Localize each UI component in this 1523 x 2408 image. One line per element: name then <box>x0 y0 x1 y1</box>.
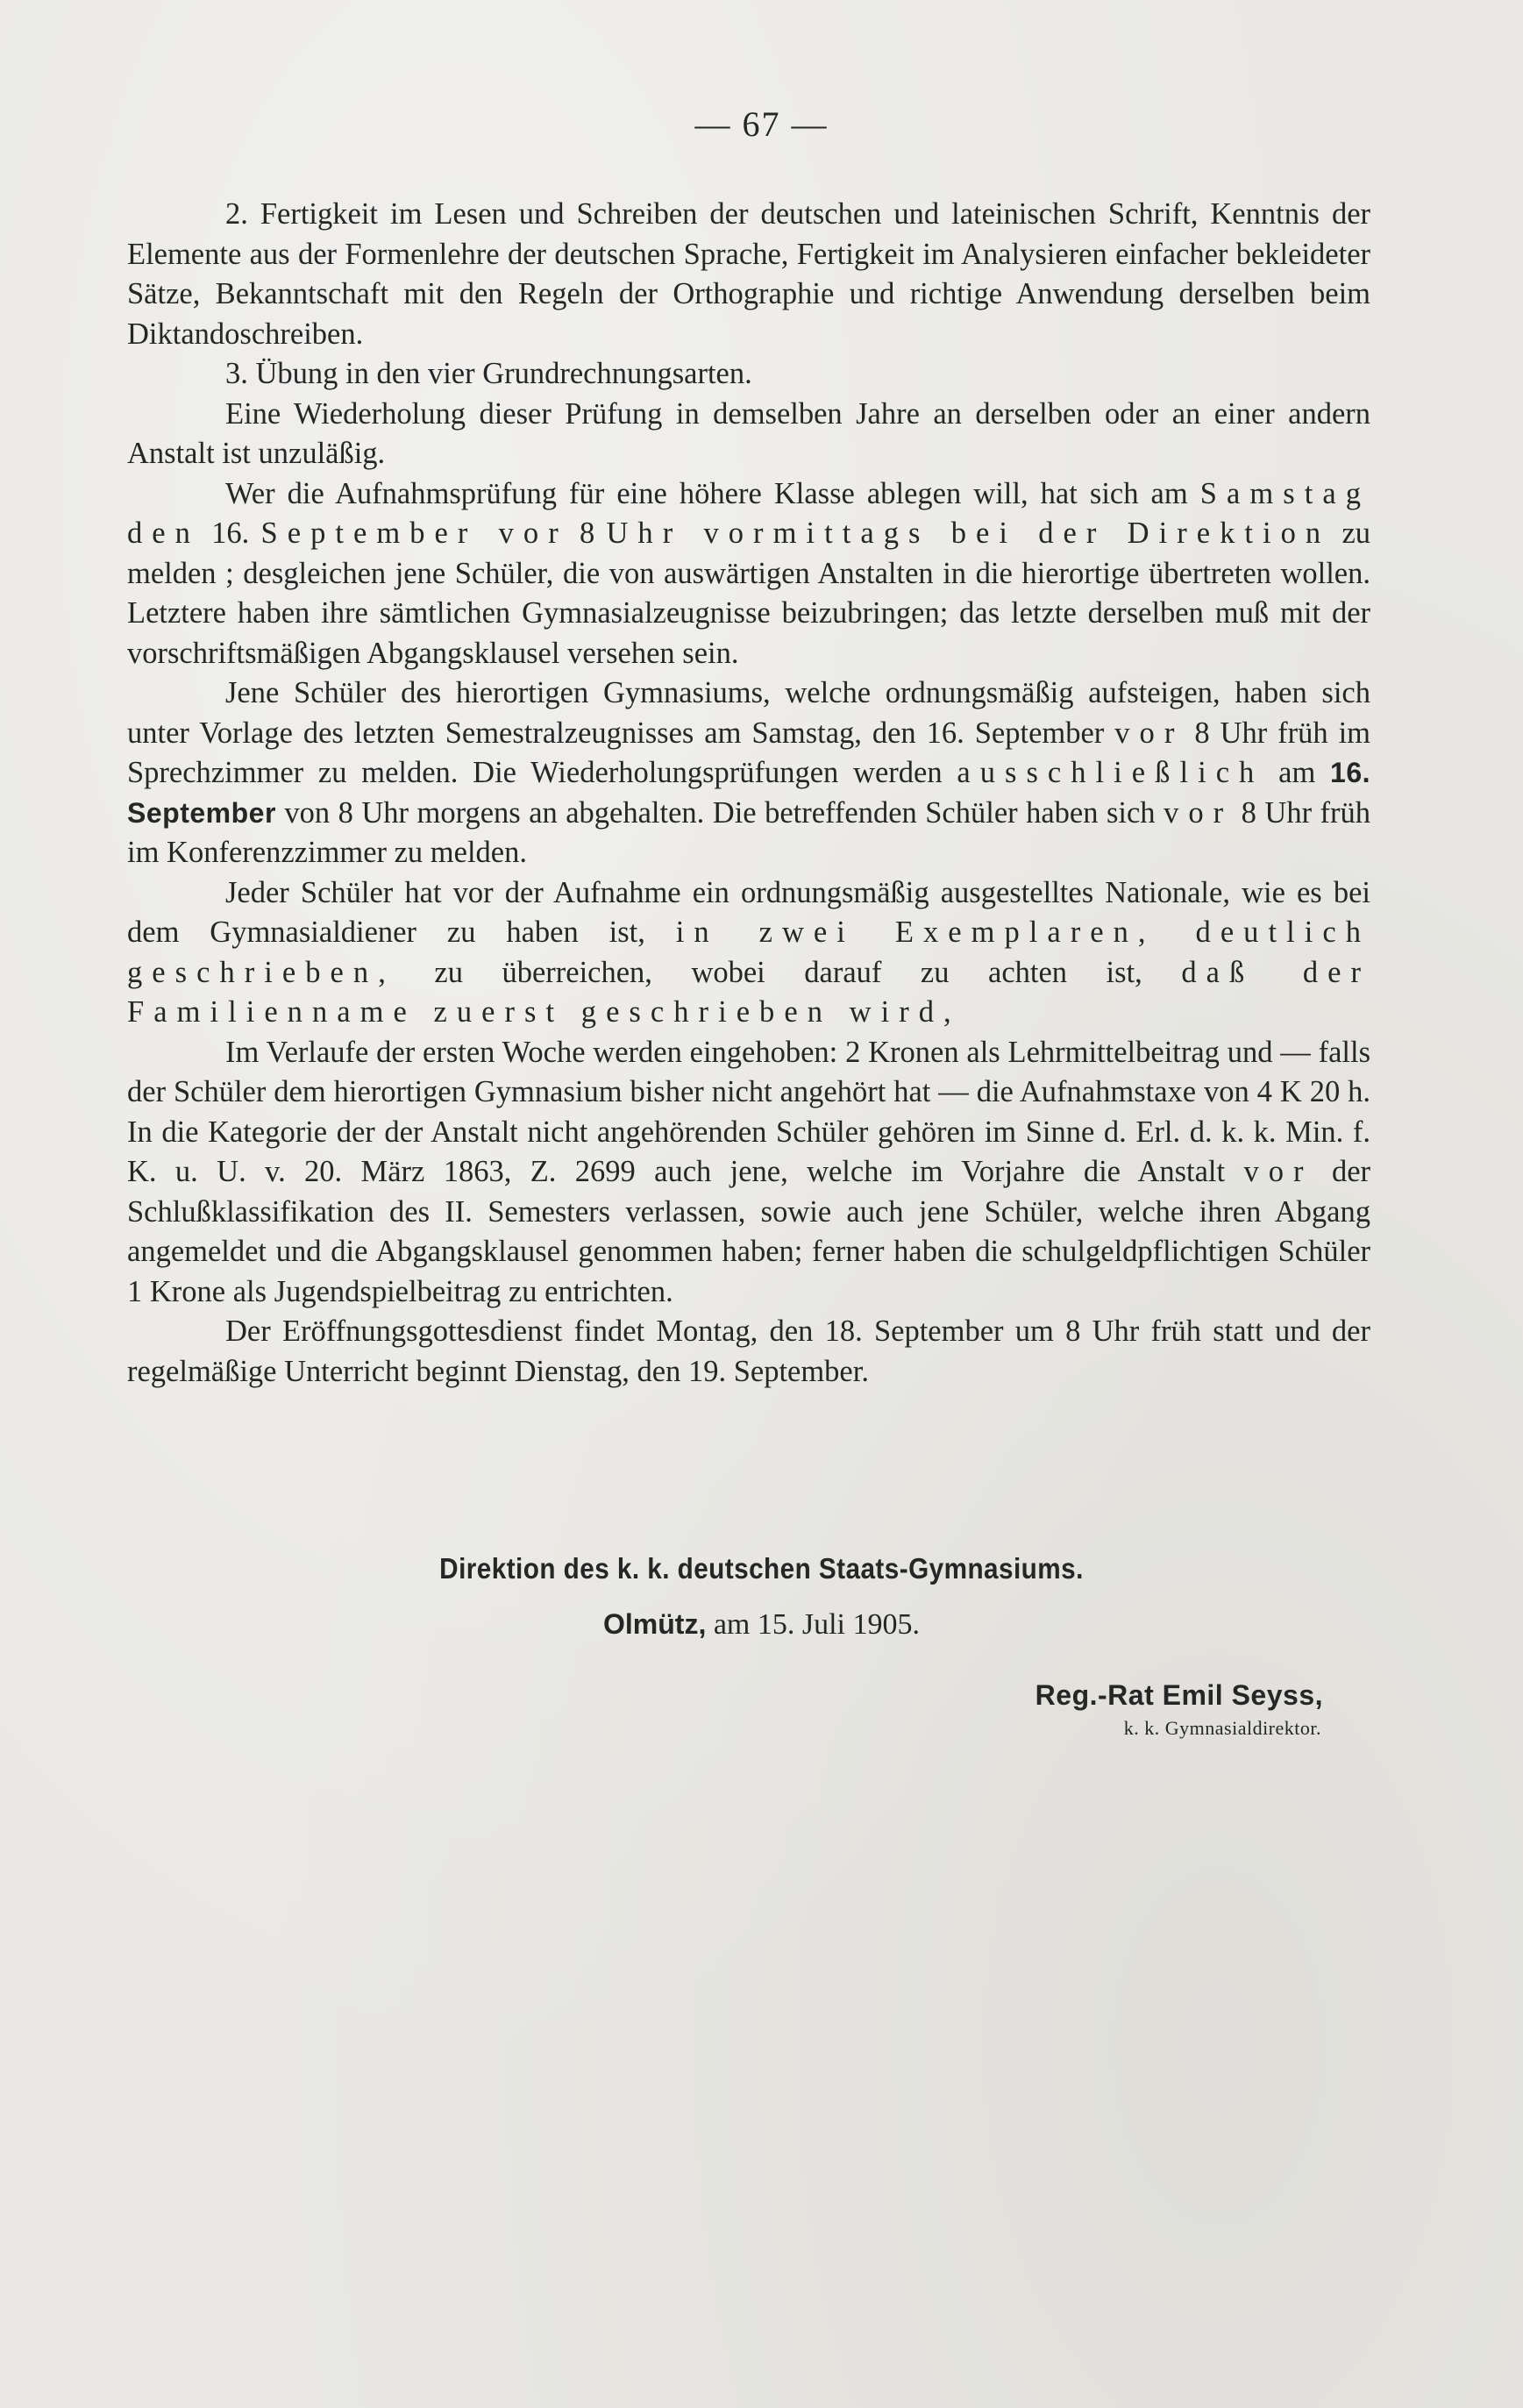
paragraph-repetition: Eine Wiederholung dieser Prüfung in demselben Jahre an derselben oder an einer andern Anstalt ist unzuläßig. <box>127 396 1370 470</box>
signatory-name: Reg.-Rat Emil Seyss, <box>1035 1679 1323 1711</box>
emphasis-vor: vor <box>1114 716 1185 750</box>
signatory-title: k. k. Gymnasialdirektor. <box>1123 1717 1321 1739</box>
emphasis-direktion: Uhr vormittags bei der Direktion <box>606 517 1331 550</box>
emphasis-ausschliesslich: ausschließlich <box>957 756 1264 789</box>
emphasis-two-copies: in zwei Exemplaren, deutlich geschrieben, <box>127 915 1370 989</box>
paragraph-opening-service: Der Eröffnungsgottesdienst findet Montag, den 18. September um 8 Uhr früh statt und der regelmäßige Unterricht beginnt Dienstag, den 19. September. <box>127 1314 1370 1388</box>
emphasis-family-name: daß der Familienname zuerst geschrieben wird, <box>127 955 1371 1029</box>
page-number: — 67 — <box>694 104 829 144</box>
body-text <box>127 195 1370 1392</box>
paragraph-fees: Im Verlaufe der ersten Woche werden eingehoben: 2 Kronen als Lehrmittelbeitrag und — falls der Schüler dem hierortigen Gymnasium bisher nicht angehört hat — die Aufnahmstaxe von 4 K 20 h. In die Kategorie der der Anstalt nicht angehörenden Schüler gehören im Sinne d. Erl. d. k. k. Min. f. K. u. U. v. 20. März 1863, Z. 2699 auch jene, welche im Vorjahre die Anstalt vor der Schlußklassifikation des II. Semesters verlassen, sowie auch jene Schüler, welche ihren Abgang angemeldet und die Abgangsklausel genommen haben; ferner haben die schulgeldpflichtigen Schüler 1 Krone als Jugendspielbeitrag zu entrichten. <box>127 1035 1371 1308</box>
paragraph-higher-class-exam: Wer die Aufnahmsprüfung für eine höhere Klasse ablegen will, hat sich am Samstag den 16. September vor 8 Uhr vormittags bei der Direktion zu melden ; desgleichen jene Schüler, die von auswärtigen Anstalten in die hierortige übertreten wollen. Letztere haben ihre sämtlichen Gymnasialzeugnisse beizubringen; das letzte derselben muß mit der vorschriftsmäßigen Abgangsklausel versehen sein. <box>127 476 1371 670</box>
emphasis-september: September vor <box>260 517 568 550</box>
paragraph-nationale: Jeder Schüler hat vor der Aufnahme ein ordnungsmäßig ausgestelltes Nationale, wie es bei dem Gymnasialdiener zu haben ist, in zwei Exemplaren, deutlich geschrieben, zu überreichen, wobei darauf zu achten ist, daß der Familienname zuerst geschrieben wird, <box>127 875 1371 1029</box>
place-date-line <box>0 1608 1523 1642</box>
paragraph-internal-students: Jene Schüler des hierortigen Gymnasiums, welche ordnungsmäßig aufsteigen, haben sich unter Vorlage des letzten Semestralzeugnisses am Samstag, den 16. September vor 8 Uhr früh im Sprechzimmer zu melden. Die Wiederholungsprüfungen werden ausschließlich am 16. September von 8 Uhr morgens an abgehalten. Die betreffenden Schüler haben sich vor 8 Uhr früh im Konferenzzimmer zu melden. <box>127 676 1371 869</box>
paragraph-arithmetic: 3. Übung in den vier Grundrechnungsarten. <box>225 357 752 390</box>
city: Olmütz, <box>603 1608 707 1640</box>
emphasis-samstag: Samstag den <box>127 476 1370 550</box>
emphasis-vor-2: vor <box>1164 795 1234 830</box>
emphasis-date: 16. September <box>127 757 1371 829</box>
emphasis-vor-3: vor <box>1243 1155 1313 1188</box>
paragraph-requirements: 2. Fertigkeit im Lesen und Schreiben der deutschen und lateinischen Schrift, Kenntnis der Elemente aus der Formenlehre der deutschen Sprache, Fertigkeit im Analysieren einfacher bekleideter Sätze, Bekanntschaft mit den Regeln der Orthographie und richtige Anwendung derselben beim Diktandoschreiben. <box>127 197 1370 351</box>
date: am 15. Juli 1905. <box>713 1608 920 1641</box>
directorate-line: Direktion des k. k. deutschen Staats-Gymnasiums. <box>439 1552 1084 1585</box>
